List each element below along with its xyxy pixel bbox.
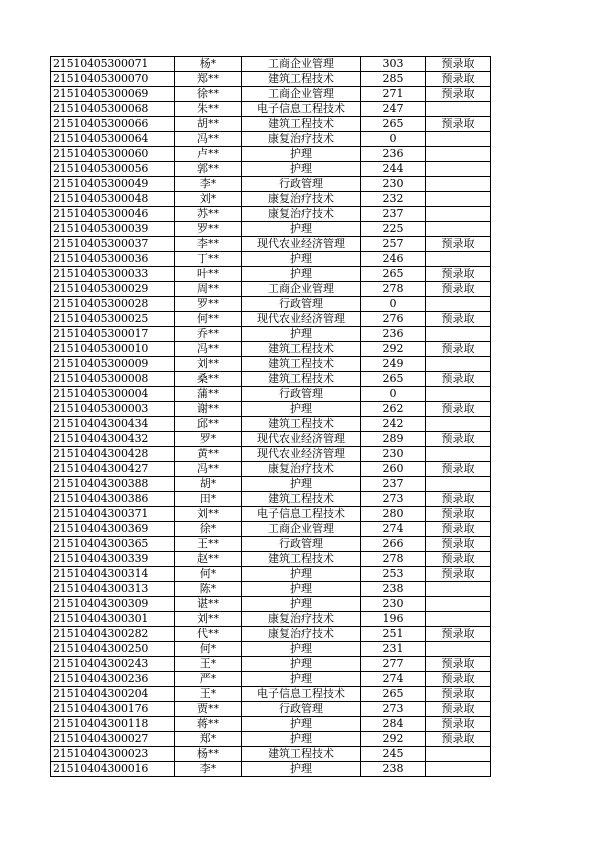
table-row (51, 747, 491, 762)
major-cell: 工商企业管理 (242, 282, 361, 297)
student-name-cell: 杨* (175, 57, 242, 72)
score-cell: 237 (361, 207, 426, 222)
major-cell: 护理 (242, 642, 361, 657)
table-row (51, 507, 491, 522)
student-name-cell: 严* (175, 672, 242, 687)
exam-number-cell: 21510404300371 (51, 507, 175, 522)
table-row (51, 87, 491, 102)
table-row (51, 732, 491, 747)
score-cell: 265 (361, 267, 426, 282)
student-name-cell: 叶** (175, 267, 242, 282)
status-cell: 预录取 (426, 687, 491, 702)
student-name-cell: 胡* (175, 477, 242, 492)
status-cell: 预录取 (426, 702, 491, 717)
status-cell: 预录取 (426, 432, 491, 447)
exam-number-cell: 21510405300003 (51, 402, 175, 417)
major-cell: 现代农业经济管理 (242, 447, 361, 462)
status-cell: 预录取 (426, 537, 491, 552)
student-name-cell: 刘** (175, 612, 242, 627)
status-cell (426, 297, 491, 312)
exam-number-cell: 21510405300068 (51, 102, 175, 117)
table-row (51, 492, 491, 507)
major-cell: 现代农业经济管理 (242, 312, 361, 327)
student-name-cell: 冯** (175, 132, 242, 147)
major-cell: 电子信息工程技术 (242, 507, 361, 522)
table-row (51, 177, 491, 192)
student-name-cell: 丁** (175, 252, 242, 267)
status-cell (426, 357, 491, 372)
student-name-cell: 赵** (175, 552, 242, 567)
student-name-cell: 罗* (175, 432, 242, 447)
status-cell: 预录取 (426, 522, 491, 537)
status-cell: 预录取 (426, 372, 491, 387)
exam-number-cell: 21510404300176 (51, 702, 175, 717)
major-cell: 护理 (242, 732, 361, 747)
exam-number-cell: 21510405300033 (51, 267, 175, 282)
table-row (51, 297, 491, 312)
exam-number-cell: 21510405300039 (51, 222, 175, 237)
score-cell: 271 (361, 87, 426, 102)
student-name-cell: 王** (175, 537, 242, 552)
table-row (51, 57, 491, 72)
major-cell: 护理 (242, 672, 361, 687)
score-cell: 257 (361, 237, 426, 252)
student-name-cell: 谢** (175, 402, 242, 417)
exam-number-cell: 21510404300027 (51, 732, 175, 747)
table-row (51, 447, 491, 462)
exam-number-cell: 21510405300036 (51, 252, 175, 267)
status-cell (426, 252, 491, 267)
score-cell: 230 (361, 447, 426, 462)
exam-number-cell: 21510404300301 (51, 612, 175, 627)
status-cell (426, 102, 491, 117)
major-cell: 建筑工程技术 (242, 747, 361, 762)
exam-number-cell: 21510405300017 (51, 327, 175, 342)
student-name-cell: 李** (175, 237, 242, 252)
score-cell: 0 (361, 132, 426, 147)
major-cell: 康复治疗技术 (242, 627, 361, 642)
table-row (51, 597, 491, 612)
exam-number-cell: 21510404300313 (51, 582, 175, 597)
table-row (51, 612, 491, 627)
table-row (51, 552, 491, 567)
score-cell: 273 (361, 702, 426, 717)
major-cell: 护理 (242, 222, 361, 237)
admission-table (50, 56, 491, 777)
score-cell: 265 (361, 372, 426, 387)
major-cell: 建筑工程技术 (242, 342, 361, 357)
table-row (51, 522, 491, 537)
score-cell: 232 (361, 192, 426, 207)
exam-number-cell: 21510405300025 (51, 312, 175, 327)
exam-number-cell: 21510404300434 (51, 417, 175, 432)
student-name-cell: 李* (175, 762, 242, 777)
table-row (51, 132, 491, 147)
table-row (51, 762, 491, 777)
student-name-cell: 苏** (175, 207, 242, 222)
table-row (51, 267, 491, 282)
status-cell: 预录取 (426, 117, 491, 132)
major-cell: 建筑工程技术 (242, 372, 361, 387)
major-cell: 电子信息工程技术 (242, 687, 361, 702)
exam-number-cell: 21510405300037 (51, 237, 175, 252)
table-row (51, 342, 491, 357)
exam-number-cell: 21510405300010 (51, 342, 175, 357)
student-name-cell: 何* (175, 567, 242, 582)
score-cell: 225 (361, 222, 426, 237)
score-cell: 292 (361, 732, 426, 747)
student-name-cell: 蒲** (175, 387, 242, 402)
status-cell (426, 222, 491, 237)
status-cell: 预录取 (426, 237, 491, 252)
table-row (51, 387, 491, 402)
student-name-cell: 冯** (175, 342, 242, 357)
score-cell: 238 (361, 762, 426, 777)
exam-number-cell: 21510405300028 (51, 297, 175, 312)
exam-number-cell: 21510404300243 (51, 657, 175, 672)
status-cell (426, 417, 491, 432)
exam-number-cell: 21510405300070 (51, 72, 175, 87)
exam-number-cell: 21510404300369 (51, 522, 175, 537)
student-name-cell: 刘** (175, 357, 242, 372)
student-name-cell: 郭** (175, 162, 242, 177)
student-name-cell: 郑* (175, 732, 242, 747)
student-name-cell: 邱** (175, 417, 242, 432)
score-cell: 276 (361, 312, 426, 327)
status-cell (426, 177, 491, 192)
score-cell: 247 (361, 102, 426, 117)
score-cell: 238 (361, 582, 426, 597)
table-row (51, 432, 491, 447)
student-name-cell: 刘** (175, 507, 242, 522)
status-cell (426, 192, 491, 207)
exam-number-cell: 21510405300060 (51, 147, 175, 162)
table-row (51, 687, 491, 702)
exam-number-cell: 21510404300204 (51, 687, 175, 702)
table-body (51, 57, 491, 777)
score-cell: 278 (361, 282, 426, 297)
major-cell: 护理 (242, 657, 361, 672)
student-name-cell: 蒋** (175, 717, 242, 732)
major-cell: 护理 (242, 402, 361, 417)
exam-number-cell: 21510404300339 (51, 552, 175, 567)
student-name-cell: 何** (175, 312, 242, 327)
status-cell: 预录取 (426, 462, 491, 477)
student-name-cell: 朱** (175, 102, 242, 117)
table-row (51, 402, 491, 417)
status-cell (426, 162, 491, 177)
student-name-cell: 田* (175, 492, 242, 507)
score-cell: 265 (361, 117, 426, 132)
major-cell: 现代农业经济管理 (242, 432, 361, 447)
major-cell: 护理 (242, 267, 361, 282)
table-row (51, 147, 491, 162)
exam-number-cell: 21510404300428 (51, 447, 175, 462)
table-row (51, 72, 491, 87)
table-row (51, 162, 491, 177)
exam-number-cell: 21510404300250 (51, 642, 175, 657)
major-cell: 行政管理 (242, 387, 361, 402)
student-name-cell: 王* (175, 687, 242, 702)
student-name-cell: 徐** (175, 87, 242, 102)
status-cell: 预录取 (426, 567, 491, 582)
status-cell (426, 762, 491, 777)
student-name-cell: 周** (175, 282, 242, 297)
status-cell: 预录取 (426, 507, 491, 522)
status-cell: 预录取 (426, 672, 491, 687)
score-cell: 303 (361, 57, 426, 72)
score-cell: 244 (361, 162, 426, 177)
exam-number-cell: 21510405300071 (51, 57, 175, 72)
exam-number-cell: 21510405300056 (51, 162, 175, 177)
table-row (51, 252, 491, 267)
table-row (51, 282, 491, 297)
exam-number-cell: 21510405300008 (51, 372, 175, 387)
table-row (51, 327, 491, 342)
table-row (51, 102, 491, 117)
score-cell: 251 (361, 627, 426, 642)
status-cell (426, 642, 491, 657)
major-cell: 电子信息工程技术 (242, 102, 361, 117)
student-name-cell: 黄** (175, 447, 242, 462)
exam-number-cell: 21510405300048 (51, 192, 175, 207)
score-cell: 242 (361, 417, 426, 432)
status-cell (426, 597, 491, 612)
exam-number-cell: 21510405300066 (51, 117, 175, 132)
status-cell: 预录取 (426, 282, 491, 297)
table-row (51, 477, 491, 492)
major-cell: 护理 (242, 327, 361, 342)
score-cell: 245 (361, 747, 426, 762)
score-cell: 274 (361, 522, 426, 537)
score-cell: 292 (361, 342, 426, 357)
table-row (51, 657, 491, 672)
table-row (51, 567, 491, 582)
score-cell: 0 (361, 387, 426, 402)
table-row (51, 207, 491, 222)
table-row (51, 462, 491, 477)
status-cell (426, 447, 491, 462)
table-row (51, 582, 491, 597)
major-cell: 护理 (242, 717, 361, 732)
status-cell: 预录取 (426, 627, 491, 642)
score-cell: 249 (361, 357, 426, 372)
major-cell: 护理 (242, 147, 361, 162)
table-row (51, 717, 491, 732)
student-name-cell: 贾** (175, 702, 242, 717)
major-cell: 康复治疗技术 (242, 612, 361, 627)
status-cell (426, 207, 491, 222)
exam-number-cell: 21510405300009 (51, 357, 175, 372)
exam-number-cell: 21510404300118 (51, 717, 175, 732)
major-cell: 建筑工程技术 (242, 552, 361, 567)
major-cell: 康复治疗技术 (242, 462, 361, 477)
student-name-cell: 桑** (175, 372, 242, 387)
major-cell: 建筑工程技术 (242, 357, 361, 372)
exam-number-cell: 21510404300388 (51, 477, 175, 492)
status-cell: 预录取 (426, 492, 491, 507)
exam-number-cell: 21510405300004 (51, 387, 175, 402)
student-name-cell: 谌** (175, 597, 242, 612)
student-name-cell: 李* (175, 177, 242, 192)
table-row (51, 117, 491, 132)
score-cell: 266 (361, 537, 426, 552)
major-cell: 康复治疗技术 (242, 207, 361, 222)
score-cell: 265 (361, 687, 426, 702)
score-cell: 278 (361, 552, 426, 567)
exam-number-cell: 21510404300023 (51, 747, 175, 762)
table-row (51, 222, 491, 237)
major-cell: 护理 (242, 762, 361, 777)
student-name-cell: 郑** (175, 72, 242, 87)
table-row (51, 192, 491, 207)
exam-number-cell: 21510404300432 (51, 432, 175, 447)
table-row (51, 237, 491, 252)
exam-number-cell: 21510404300282 (51, 627, 175, 642)
student-name-cell: 杨** (175, 747, 242, 762)
status-cell: 预录取 (426, 732, 491, 747)
student-name-cell: 陈* (175, 582, 242, 597)
student-name-cell: 乔** (175, 327, 242, 342)
major-cell: 护理 (242, 582, 361, 597)
score-cell: 289 (361, 432, 426, 447)
status-cell (426, 147, 491, 162)
student-name-cell: 何* (175, 642, 242, 657)
major-cell: 护理 (242, 597, 361, 612)
major-cell: 行政管理 (242, 537, 361, 552)
major-cell: 建筑工程技术 (242, 72, 361, 87)
status-cell: 预录取 (426, 72, 491, 87)
exam-number-cell: 21510404300386 (51, 492, 175, 507)
score-cell: 277 (361, 657, 426, 672)
status-cell: 预录取 (426, 342, 491, 357)
exam-number-cell: 21510405300029 (51, 282, 175, 297)
status-cell: 预录取 (426, 267, 491, 282)
table-row (51, 642, 491, 657)
table-row (51, 417, 491, 432)
major-cell: 护理 (242, 252, 361, 267)
score-cell: 231 (361, 642, 426, 657)
major-cell: 护理 (242, 477, 361, 492)
score-cell: 246 (361, 252, 426, 267)
student-name-cell: 胡** (175, 117, 242, 132)
major-cell: 工商企业管理 (242, 87, 361, 102)
score-cell: 284 (361, 717, 426, 732)
score-cell: 262 (361, 402, 426, 417)
major-cell: 现代农业经济管理 (242, 237, 361, 252)
score-cell: 230 (361, 177, 426, 192)
status-cell (426, 612, 491, 627)
score-cell: 274 (361, 672, 426, 687)
major-cell: 行政管理 (242, 297, 361, 312)
student-name-cell: 冯** (175, 462, 242, 477)
major-cell: 护理 (242, 162, 361, 177)
major-cell: 康复治疗技术 (242, 132, 361, 147)
exam-number-cell: 21510404300365 (51, 537, 175, 552)
status-cell: 预录取 (426, 402, 491, 417)
exam-number-cell: 21510405300064 (51, 132, 175, 147)
exam-number-cell: 21510405300049 (51, 177, 175, 192)
exam-number-cell: 21510405300046 (51, 207, 175, 222)
score-cell: 196 (361, 612, 426, 627)
score-cell: 280 (361, 507, 426, 522)
table-row (51, 672, 491, 687)
status-cell: 预录取 (426, 717, 491, 732)
score-cell: 0 (361, 297, 426, 312)
major-cell: 建筑工程技术 (242, 417, 361, 432)
student-name-cell: 卢** (175, 147, 242, 162)
student-name-cell: 罗** (175, 297, 242, 312)
major-cell: 建筑工程技术 (242, 117, 361, 132)
student-name-cell: 代** (175, 627, 242, 642)
major-cell: 工商企业管理 (242, 57, 361, 72)
status-cell: 预录取 (426, 312, 491, 327)
status-cell (426, 387, 491, 402)
student-name-cell: 王* (175, 657, 242, 672)
exam-number-cell: 21510404300314 (51, 567, 175, 582)
status-cell (426, 327, 491, 342)
score-cell: 285 (361, 72, 426, 87)
major-cell: 行政管理 (242, 702, 361, 717)
exam-number-cell: 21510404300309 (51, 597, 175, 612)
status-cell (426, 132, 491, 147)
status-cell: 预录取 (426, 87, 491, 102)
student-name-cell: 徐* (175, 522, 242, 537)
status-cell (426, 477, 491, 492)
table-row (51, 372, 491, 387)
table-row (51, 357, 491, 372)
status-cell (426, 582, 491, 597)
exam-number-cell: 21510404300236 (51, 672, 175, 687)
major-cell: 建筑工程技术 (242, 492, 361, 507)
score-cell: 236 (361, 327, 426, 342)
exam-number-cell: 21510405300069 (51, 87, 175, 102)
score-cell: 230 (361, 597, 426, 612)
exam-number-cell: 21510404300016 (51, 762, 175, 777)
status-cell (426, 747, 491, 762)
major-cell: 护理 (242, 567, 361, 582)
score-cell: 237 (361, 477, 426, 492)
score-cell: 260 (361, 462, 426, 477)
status-cell: 预录取 (426, 57, 491, 72)
major-cell: 行政管理 (242, 177, 361, 192)
score-cell: 236 (361, 147, 426, 162)
student-name-cell: 罗** (175, 222, 242, 237)
score-cell: 273 (361, 492, 426, 507)
status-cell: 预录取 (426, 657, 491, 672)
table-row (51, 312, 491, 327)
score-cell: 253 (361, 567, 426, 582)
table-row (51, 702, 491, 717)
exam-number-cell: 21510404300427 (51, 462, 175, 477)
table-row (51, 537, 491, 552)
major-cell: 康复治疗技术 (242, 192, 361, 207)
student-name-cell: 刘* (175, 192, 242, 207)
major-cell: 工商企业管理 (242, 522, 361, 537)
table-row (51, 627, 491, 642)
status-cell: 预录取 (426, 552, 491, 567)
